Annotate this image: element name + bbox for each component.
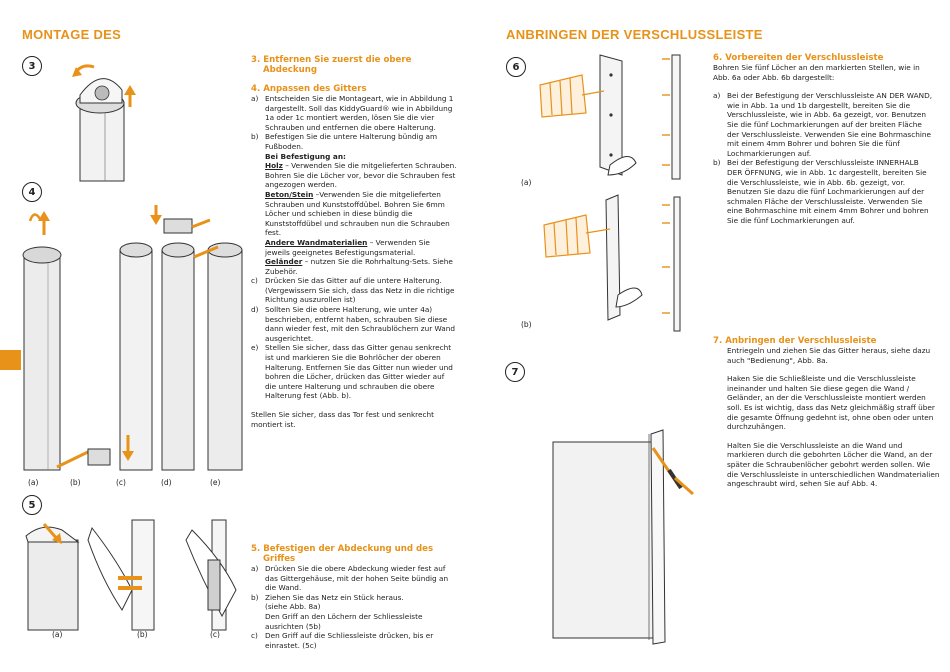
right-text-column-6 [713,53,933,226]
fig-6-caption-b: (b) [521,320,532,329]
fig-5-caption-b: (b) [137,630,148,639]
section-4-closing: Stellen Sie sicher, dass das Tor fest und senkrecht montiert ist. [251,410,434,429]
left-page-title: MONTAGE DES [22,27,122,42]
fig-5-caption-c: (c) [210,630,220,639]
section-7-body [713,346,941,489]
left-text-column [251,55,457,429]
section-7-para-3: Halten Sie die Verschlussleiste an die Wand und markieren durch die gebohrten Löcher die Wand, an der später die Schraubenlöcher gebohrt werden sollen. Wie die Verschlussleiste in unterschiedlichen Wandmaterialien angeschraubt wird, sehen Sie auf Abb. 4. [727,440,940,489]
fig-4-caption-a: (a) [28,478,39,487]
section-3-heading: 3. Entfernen Sie zuerst die obere Abdeckung [251,55,412,75]
fig-5-caption-a: (a) [52,630,63,639]
section-5-body: a) Drücken Sie die obere Abdeckung wieder fest auf das Gittergehäuse, mit der hohen Seite bündig an die Wand. b) Ziehen Sie das Netz ein Stück heraus. (siehe Abb. 8a) Den Griff an den Löchern der Schliessleiste ausrichten (5b) c) Den Griff auf die Schliessleiste drücken, bis er einrastet. (5c) [251,564,449,650]
right-text-column-7 [713,336,941,489]
section-4-heading: 4. Anpassen des Gitters [251,84,367,94]
step-6-badge: 6 [506,57,526,77]
fig-4-caption-d: (d) [161,478,172,487]
fig-4-caption-b: (b) [70,478,81,487]
step-3-badge: 3 [22,56,42,76]
step-4-illustration [22,205,252,475]
step-5-illustration [22,520,247,630]
step-3-illustration [60,55,150,180]
step-5-badge: 5 [22,495,42,515]
step-6-illustration [520,55,700,335]
fig-4-caption-c: (c) [116,478,126,487]
chapter-tab-marker [0,350,21,370]
section-6-body: Bohren Sie fünf Löcher an den markierten Stellen, wie in Abb. 6a oder Abb. 6b dargestellt: a) Bei der Befestigung der Verschlussleiste AN DER WAND, wie in Abb. 1a und 1b dargestellt, bereiten Sie die Verschlussleiste, wie in Abb. 6a gezeigt, vor. Benutzen Sie die fünf Lochmarkierungen auf der breiten Fläche der Verschlussleiste. Verwenden Sie eine Bohrmaschine mit einem 4mm Bohrer und bohren Sie die fünf Lochmarkierungen auf. b) Bei der Befestigung der Verschlussleiste INNERHALB DER ÖFFNUNG, wie in Abb. 1c dargestellt, bereiten Sie die Verschlussleiste, wie in Abb. 6b. gezeigt, vor. Benutzen Sie dazu die fünf Lochmarkierungen auf der schmalen Fläche der Verschlussleiste. Verwenden Sie eine Bohrmaschine mit einem 4mm Bohrer und bohren Sie die fünf Lochmarkierungen auf. [713,63,933,225]
section-6-intro: Bohren Sie fünf Löcher an den markierten Stellen, wie in Abb. 6a oder Abb. 6b dargestellt: [713,63,920,82]
step-7-badge: 7 [505,362,525,382]
section-4-body: a) Entscheiden Sie die Montageart, wie in Abbildung 1 dargestellt. Soll das KiddyGuard® wie in Abbildung 1a oder 1c montiert werden, lösen Sie die vier Schrauben und entfernen die obere Halterung. b) Befestigen Sie die untere Halterung bündig am Fußboden. Bei Befestigung an: Holz – Verwenden Sie die mitgelieferten Schrauben. Bohren Sie die Löcher vor, bevor die Schrauben fest angezogen werden. Beton/Stein –Verwenden Sie die mitgelieferten Schrauben und Kunststoffdübel. Bohren Sie 6mm Löcher und schieben in diese bündig die Kunststoffdübel und schrauben nun die Schrauben fest. Andere Wandmaterialien – Verwenden Sie jeweils geeignetes Befestigungsmaterial. Geländer – nutzen Sie die Rohrhaltung-Sets. Siehe Zubehör. c) Drücken Sie das Gitter auf die untere Halterung. (Vergewissern Sie sich, dass das Netz in die richtige Richtung auszurollen ist) d) Sollten Sie die obere Halterung, wie unter 4a) beschrieben, entfernt haben, schrauben Sie diese dann wieder fest, mit den Schraublöchern zur Wand ausgerichtet. e) Stellen Sie sicher, dass das Gitter genau senkrecht ist und markieren Sie die Bohrlöcher der oberen Halterung. Entfernen Sie das Gitter nun wieder und bohren die Löcher, drücken das Gitter wieder auf die untere Halterung und schrauben die obere Halterung fest (Abb. b). Stellen Sie sicher, dass das Tor fest und senkrecht montiert ist. [251,94,457,429]
section-5-heading: 5. Befestigen der Abdeckung und des Griffes [251,544,434,564]
section-6-heading: 6. Vorbereiten der Verschlussleiste [713,53,884,63]
step-7-illustration [553,430,683,645]
section-5-block [251,544,457,650]
section-7-para-2: Haken Sie die Schließleiste und die Verschlussleiste ineinander und halten Sie diese gegen die Wand / Geländer, an der die Verschlussleiste montiert werden soll. Es ist wichtig, dass das Netz gleichmäßig straff über die gesamte Öffnung gedehnt ist, ohne oben oder unten durchzuhängen. [727,374,935,432]
fig-4-caption-e: (e) [210,478,221,487]
section-7-heading: 7. Anbringen der Verschlussleiste [713,336,877,346]
section-7-para-1: Entriegeln und ziehen Sie das Gitter heraus, siehe dazu auch "Bedienung", Abb. 8a. [727,346,931,365]
fig-6-caption-a: (a) [521,178,532,187]
step-4-badge: 4 [22,182,42,202]
right-page-title: ANBRINGEN DER VERSCHLUSSLEISTE [506,27,763,42]
